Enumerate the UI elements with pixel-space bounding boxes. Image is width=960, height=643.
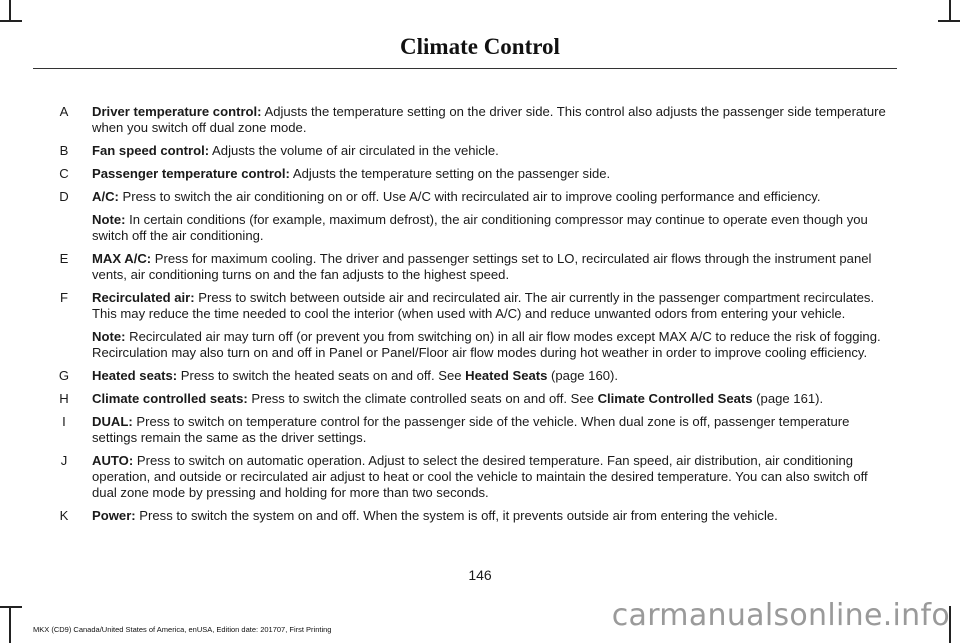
crop-mark-bottom-left-v <box>9 606 11 643</box>
item-letter: A <box>59 104 69 119</box>
item-body: Press to switch on temperature control for the passenger side of the vehicle. When dual zone is off, passenger temperature settings remain the same as the driver settings. <box>92 414 850 445</box>
item-letter: E <box>59 251 69 266</box>
crop-mark-top-left-v <box>9 0 11 22</box>
list-item <box>0 508 960 524</box>
list-item <box>0 453 960 501</box>
note-body: In certain conditions (for example, maximum defrost), the air conditioning compressor may continue to operate even though you switch off the air conditioning. <box>92 212 868 243</box>
page-title: Climate Control <box>400 34 560 59</box>
item-body: Press to switch the air conditioning on or off. Use A/C with recirculated air to improve cooling performance and efficiency. <box>118 189 821 204</box>
list-item <box>0 290 960 322</box>
item-letter: H <box>59 391 69 406</box>
item-label: MAX A/C: <box>92 251 152 266</box>
item-tail: (page 161). <box>752 391 824 406</box>
item-body: Press to switch the system on and off. When the system is off, it prevents outside air from entering the vehicle. <box>135 508 778 523</box>
item-body: Adjusts the volume of air circulated in the vehicle. <box>209 143 499 158</box>
item-label: Passenger temperature control: <box>92 166 290 181</box>
list-item <box>0 414 960 446</box>
item-body: Adjusts the temperature setting on the driver side. This control also adjusts the passenger side temperature when you switch off dual zone mode. <box>92 104 886 135</box>
list-item <box>0 189 960 205</box>
item-body: Press to switch the climate controlled seats on and off. See <box>247 391 598 406</box>
note-item <box>0 329 960 361</box>
list-item <box>0 391 960 407</box>
item-letter: C <box>59 166 69 181</box>
item-letter: I <box>62 414 66 429</box>
item-label: Driver temperature control: <box>92 104 262 119</box>
item-label: Power: <box>92 508 136 523</box>
control-list <box>0 104 960 531</box>
note-label: Note: <box>92 329 126 344</box>
crop-mark-top-right-v <box>949 0 951 22</box>
item-label: Climate controlled seats: <box>92 391 248 406</box>
item-body: Adjusts the temperature setting on the passenger side. <box>289 166 611 181</box>
cross-reference-link[interactable]: Heated Seats <box>465 368 548 383</box>
item-label: DUAL: <box>92 414 133 429</box>
item-letter: B <box>59 143 69 158</box>
item-letter: G <box>58 368 70 383</box>
item-letter: J <box>60 453 68 468</box>
note-body: Recirculated air may turn off (or prevent you from switching on) in all air flow modes except MAX A/C to reduce the risk of fogging. Recirculation may also turn on and off in Panel or Panel/Floor air flow modes during hot weather in order to improve cooling efficiency. <box>92 329 881 360</box>
item-body: Press to switch between outside air and recirculated air. The air currently in the passenger compartment recirculates. This may reduce the time needed to cool the interior (when used with A/C) and reduce unwanted odors from entering your vehicle. <box>92 290 875 321</box>
item-label: Fan speed control: <box>92 143 210 158</box>
item-letter: D <box>59 189 69 204</box>
item-label: A/C: <box>92 189 119 204</box>
item-body: Press to switch the heated seats on and off. See <box>177 368 466 383</box>
footer-edition-text: MKX (CD9) Canada/United States of America, enUSA, Edition date: 201707, First Printing <box>33 625 332 634</box>
item-label: Heated seats: <box>92 368 178 383</box>
list-item <box>0 166 960 182</box>
crop-mark-top-right-h <box>938 20 960 22</box>
list-item <box>0 368 960 384</box>
item-body: Press for maximum cooling. The driver and passenger settings set to LO, recirculated air flows through the instrument panel vents, air conditioning turns on and the fan adjusts to the highest speed. <box>92 251 872 282</box>
item-label: AUTO: <box>92 453 134 468</box>
crop-mark-top-left-h <box>0 20 22 22</box>
list-item <box>0 104 960 136</box>
list-item <box>0 143 960 159</box>
item-letter: K <box>59 508 69 523</box>
cross-reference-link[interactable]: Climate Controlled Seats <box>597 391 753 406</box>
list-item <box>0 251 960 283</box>
header-divider <box>33 68 897 69</box>
item-tail: (page 160). <box>547 368 619 383</box>
crop-mark-bottom-left-h <box>0 606 22 608</box>
page-number: 146 <box>468 567 492 583</box>
item-letter: F <box>60 290 68 305</box>
item-label: Recirculated air: <box>92 290 195 305</box>
watermark: carmanualsonline.info <box>611 598 950 633</box>
note-item <box>0 212 960 244</box>
note-label: Note: <box>92 212 126 227</box>
item-body: Press to switch on automatic operation. Adjust to select the desired temperature. Fan speed, air distribution, air conditioning operation, and outside or recirculated air adjust to heat or cool the vehicle to maintain the desired temperature. You can also switch off dual zone mode by pressing and holding for more than two seconds. <box>92 453 868 500</box>
